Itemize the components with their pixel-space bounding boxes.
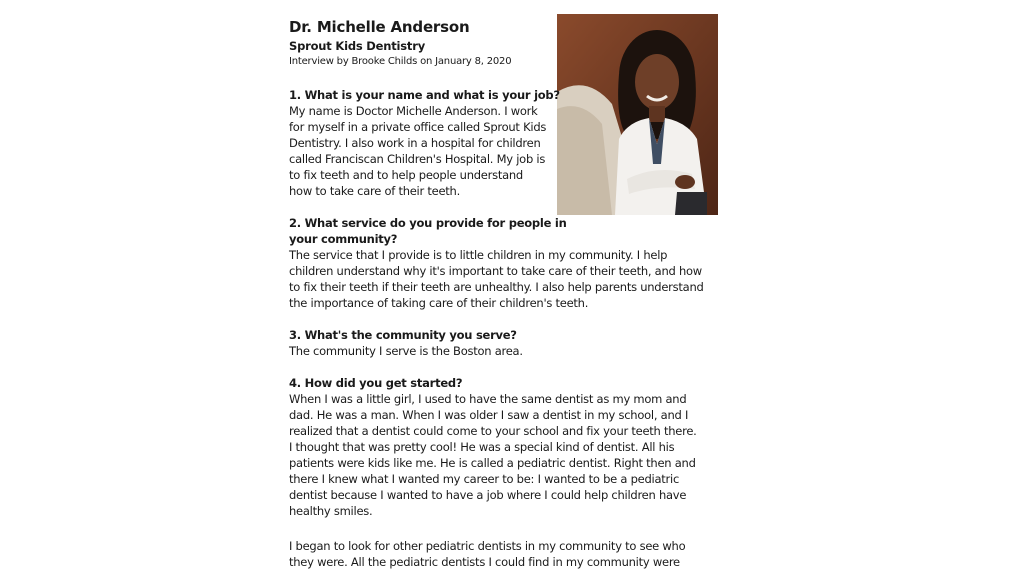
answer-line: I thought that was pretty cool! He was a special kind of dentist. All his: [289, 440, 675, 454]
answer-line: healthy smiles.: [289, 504, 373, 518]
answer-line: the importance of taking care of their children's teeth.: [289, 296, 589, 310]
answer-line: called Franciscan Children's Hospital. My job is: [289, 152, 546, 166]
answer-line: The community I serve is the Boston area.: [289, 344, 523, 358]
answer-line: My name is Doctor Michelle Anderson. I work: [289, 104, 538, 118]
question-text: 1. What is your name and what is your job?: [289, 88, 560, 102]
question-text: your community?: [289, 232, 398, 246]
answer-line: for myself in a private office called Sprout Kids: [289, 120, 547, 134]
answer-line: to fix teeth and to help people understand: [289, 168, 523, 182]
question-text: 3. What's the community you serve?: [289, 328, 517, 342]
question-text: 2. What service do you provide for people in: [289, 216, 567, 230]
answer-line: The service that I provide is to little children in my community. I help: [289, 248, 668, 262]
answer-line: realized that a dentist could come to your school and fix your teeth there.: [289, 424, 697, 438]
answer-line: how to take care of their teeth.: [289, 184, 461, 198]
answer-line: When I was a little girl, I used to have the same dentist as my mom and: [289, 392, 687, 406]
section-2: [289, 215, 704, 311]
interviewee-name: Dr. Michelle Anderson: [289, 18, 470, 36]
answer-line: I began to look for other pediatric dentists in my community to see who: [289, 539, 686, 553]
portrait-photo: [557, 14, 718, 215]
answer-line: dentist because I wanted to have a job where I could help children have: [289, 488, 687, 502]
answer-line: dad. He was a man. When I was older I saw a dentist in my school, and I: [289, 408, 689, 422]
section-3: [289, 327, 523, 359]
answer-line: Dentistry. I also work in a hospital for children: [289, 136, 541, 150]
section-1: [289, 87, 560, 199]
question-text: 4. How did you get started?: [289, 376, 463, 390]
answer-line: children understand why it's important to take care of their teeth, and how: [289, 264, 702, 278]
answer-line: to fix their teeth if their teeth are unhealthy. I also help parents understand: [289, 280, 704, 294]
answer-line: patients were kids like me. He is called a pediatric dentist. Right then and: [289, 456, 696, 470]
answer-line: there I knew what I wanted my career to be: I wanted to be a pediatric: [289, 472, 680, 486]
interview-byline: Interview by Brooke Childs on January 8, 2020: [289, 56, 512, 67]
organization-name: Sprout Kids Dentistry: [289, 39, 425, 53]
section-5: [289, 538, 685, 570]
answer-line: they were. All the pediatric dentists I could find in my community were: [289, 555, 680, 569]
section-4: [289, 375, 697, 519]
